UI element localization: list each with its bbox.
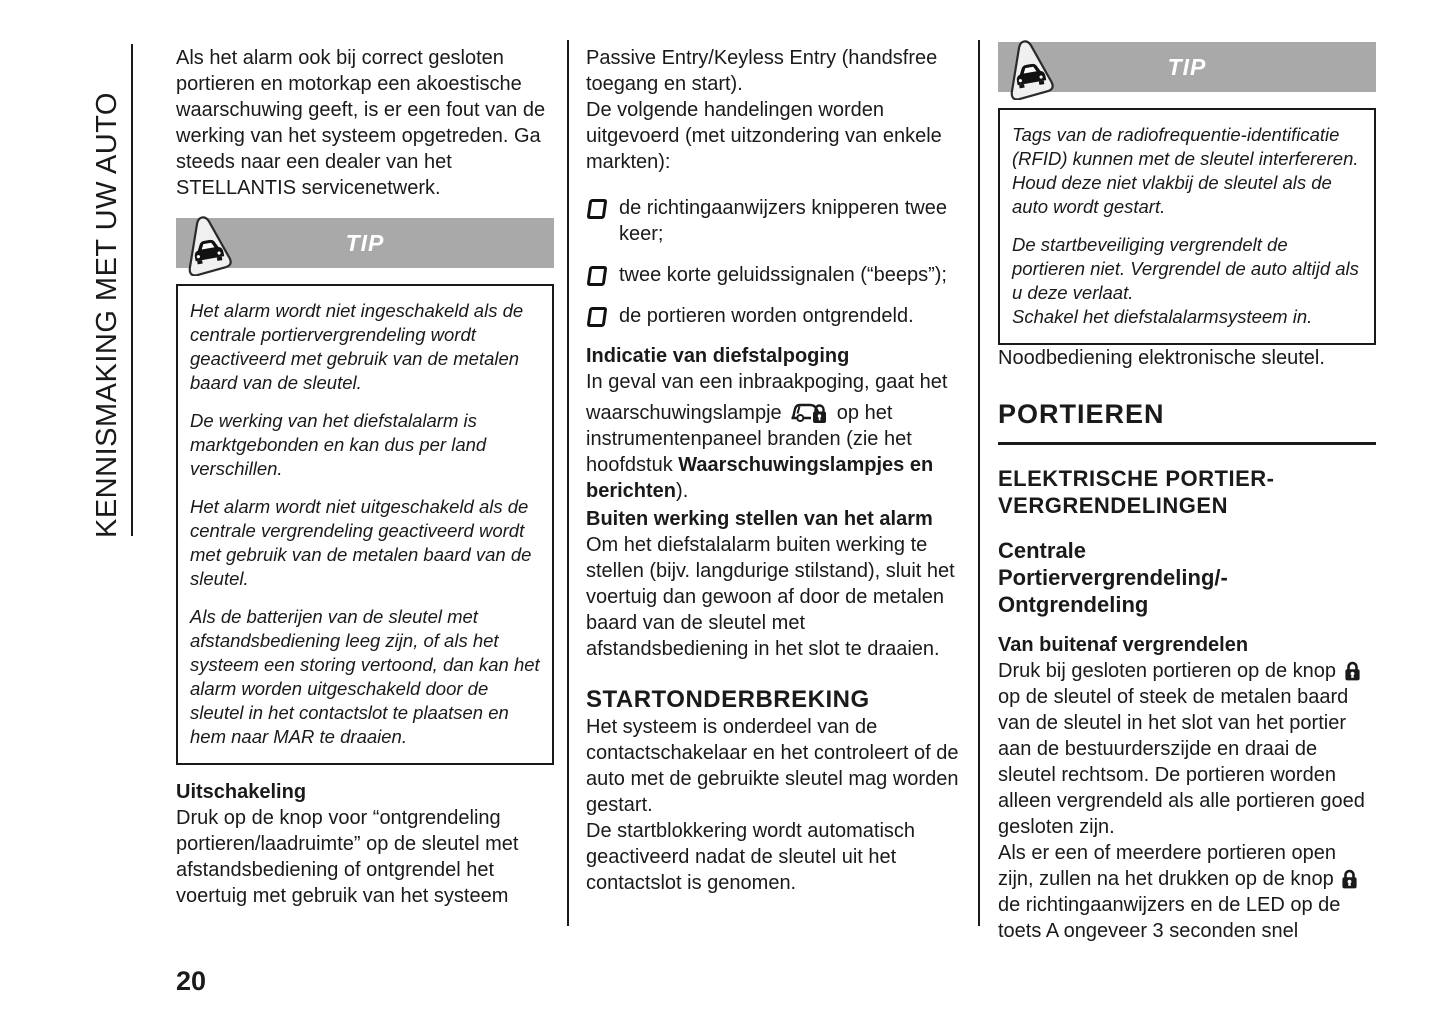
heading-line: Ontgrendeling [998, 592, 1149, 617]
paragraph-alarm-fault: Als het alarm ook bij correct gesloten portieren en motorkap een akoestische waarschuwing geeft, is er een fout van de werking van het systeem opgetreden. Ga steeds naar een dealer van het STELLANTIS servicenetwerk. [176, 47, 546, 199]
text-segment: Druk bij gesloten portieren op de knop [998, 660, 1336, 682]
paragraph-noodbediening: Noodbediening elektronische sleutel. [998, 347, 1325, 369]
tip-note-box [176, 284, 554, 765]
heading-buiten-werking: Buiten werking stellen van het alarm [586, 508, 933, 530]
note-paragraph: De startbeveiliging vergrendelt de portieren niet. Vergrendel de auto altijd als u deze verlaat. [1012, 234, 1359, 303]
heading-indicatie-diefstalpoging: Indicatie van diefstalpoging [586, 345, 850, 367]
bold-reference: Waarschuwingslampjes en berichten [586, 454, 934, 502]
text-segment: op het instrumentenpaneel branden (zie het hoofdstuk [586, 402, 912, 476]
paragraph-passive-entry: Passive Entry/Keyless Entry (handsfree toegang en start). [586, 47, 938, 95]
car-warning-triangle-icon [178, 214, 236, 276]
list-item [586, 195, 964, 247]
paragraph-diefstalpoging [586, 369, 964, 504]
note-paragraph: Tags van de radiofrequentie-identificatie (RFID) kunnen met de sleutel interfereren. Houd deze niet vlakbij de sleutel als de auto wordt gestart. [1012, 124, 1359, 217]
chapter-sidebar [82, 44, 132, 538]
heading-line: Centrale [998, 538, 1087, 563]
heading-uitschakeling: Uitschakeling [176, 781, 307, 803]
paragraph-vergrendelen-2 [998, 840, 1376, 944]
tip-note-box [998, 108, 1376, 345]
column-1 [176, 45, 554, 909]
note-paragraph: De werking van het diefstalalarm is marktgebonden en kan dus per land verschillen. [190, 410, 487, 479]
note-paragraph: Het alarm wordt niet uitgeschakeld als de centrale vergrendeling geactiveerd wordt met gebruik van de metalen baard van de sleutel. [190, 496, 532, 589]
column-2 [586, 45, 964, 896]
tip-banner [998, 42, 1376, 92]
tip-label: TIP [345, 229, 385, 256]
heading-centrale-vergrendeling [998, 537, 1376, 618]
note-paragraph: Schakel het diefstalalarmsysteem in. [1012, 306, 1313, 327]
heading-startonderbreking: STARTONDERBREKING [586, 686, 870, 713]
paragraph-uitschakeling: Druk op de knop voor “ontgrendeling portieren/laadruimte” op de sleutel met afstandsbediening of ontgrendel het voertuig met gebruik van het systeem [176, 807, 519, 907]
heading-portieren: PORTIEREN [998, 399, 1376, 445]
paragraph-handelingen: De volgende handelingen worden uitgevoerd (met uitzondering van enkele markten): [586, 99, 942, 173]
heading-van-buitenaf: Van buitenaf vergrendelen [998, 634, 1249, 656]
padlock-icon [1344, 660, 1361, 681]
column-divider [978, 40, 980, 926]
text-segment: In geval van een inbraakpoging, gaat het waarschuwingslampje [586, 371, 948, 424]
tip-banner [176, 218, 554, 268]
text-segment: op de sleutel of steek de metalen baard van de sleutel in het slot van het portier aan de bestuurderszijde en draai de sleutel rechtsom. De portieren worden alleen vergrendeld als alle portieren goed gesloten zijn. [998, 686, 1365, 838]
list-item-text: twee korte geluidssignalen (“beeps”); [619, 264, 947, 286]
list-item [586, 262, 964, 288]
column-divider [567, 40, 569, 926]
text-segment: ). [676, 480, 689, 502]
heading-line: Portiervergrendeling/- [998, 565, 1228, 590]
square-bullet-icon [587, 307, 608, 327]
square-bullet-icon [587, 199, 608, 219]
car-with-padlock-icon [789, 395, 829, 426]
text-segment: de richtingaanwijzers en de LED op de toets A ongeveer 3 seconden snel [998, 894, 1341, 942]
page-number: 20 [176, 966, 207, 996]
padlock-icon [1341, 868, 1358, 889]
paragraph-startonderbreking-1: Het systeem is onderdeel van de contactschakelaar en het controleert of de auto met de gebruikte sleutel mag worden gestart. [586, 716, 959, 816]
list-item-text: de richtingaanwijzers knipperen twee keer; [619, 197, 947, 245]
chapter-title: KENNISMAKING MET UW AUTO [90, 92, 123, 538]
column-3 [998, 42, 1376, 944]
heading-elektrische-vergrendelingen: ELEKTRISCHE PORTIER-VERGRENDELINGEN [998, 466, 1275, 518]
note-paragraph: Het alarm wordt niet ingeschakeld als de centrale portiervergrendeling wordt geactiveerd met gebruik van de metalen baard van de sleutel. [190, 300, 524, 393]
checklist [586, 195, 964, 329]
tip-label: TIP [1167, 53, 1207, 80]
car-warning-triangle-icon [1000, 38, 1058, 100]
text-segment: Als er een of meerdere portieren open zijn, zullen na het drukken op de knop [998, 842, 1336, 890]
paragraph-startonderbreking-2: De startblokkering wordt automatisch geactiveerd nadat de sleutel uit het contactslot is genomen. [586, 820, 916, 894]
list-item [586, 303, 964, 329]
square-bullet-icon [587, 266, 608, 286]
list-item-text: de portieren worden ontgrendeld. [619, 305, 914, 327]
paragraph-buiten-werking: Om het diefstalalarm buiten werking te stellen (bijv. langdurige stilstand), sluit het voertuig dan gewoon af door de metalen baard van de sleutel met afstandsbediening in het slot te draaien. [586, 534, 955, 660]
chapter-title-underline [131, 44, 133, 536]
paragraph-vergrendelen-1 [998, 658, 1376, 840]
note-paragraph: Als de batterijen van de sleutel met afstandsbediening leeg zijn, of als het systeem een storing vertoond, dan kan het alarm worden uitgeschakeld door de sleutel in het contactslot te plaatsen en hem naar MAR te draaien. [190, 606, 540, 747]
